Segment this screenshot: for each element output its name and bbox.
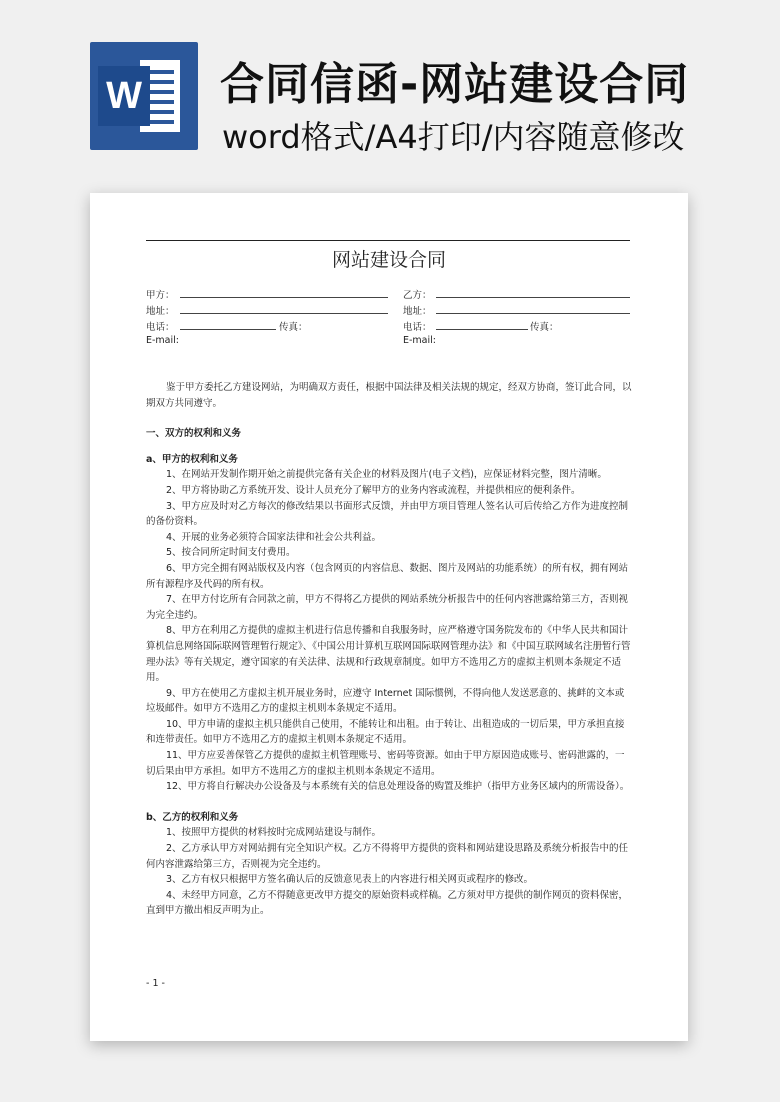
banner (0, 0, 780, 170)
header-rule (146, 240, 630, 241)
party-b-email-label: E-mail: (403, 335, 436, 346)
a-item: 9、甲方在使用乙方虚拟主机开展业务时，应遵守 Internet 国际惯例，不得向他人发送恶意的、挑衅的文本或垃圾邮件。如甲方不选用乙方的虚拟主机则本条规定不适用。 (146, 687, 625, 715)
party-b-addr-label: 地址： (403, 306, 432, 317)
b-item: 3、乙方有权只根据甲方签名确认后的反馈意见表上的内容进行相关网页或程序的修改。 (165, 874, 533, 886)
a-item: 2、甲方将协助乙方系统开发、设计人员充分了解甲方的业务内容或流程，并提供相应的便利条件。 (165, 484, 581, 496)
a-item: 1、在网站开发制作期开始之前提供完备有关企业的材料及图片(电子文档)，应保证材料完整，图片清晰。 (165, 469, 607, 481)
party-a-addr-line[interactable] (180, 313, 388, 314)
a-item: 3、甲方应及时对乙方每次的修改结果以书面形式反馈，并由甲方项目管理人签名认可后传给乙方作为进度控制的备份资料。 (146, 500, 628, 528)
banner-subtitle: word格式/A4打印/内容随意修改 (222, 118, 685, 156)
doc-title: 网站建设合同 (331, 249, 446, 271)
party-a-fax-label: 传真： (279, 322, 308, 333)
subsection-b-heading: b、乙方的权利和义务 (146, 811, 239, 823)
party-a-phone-line[interactable] (180, 329, 276, 330)
party-b-fax-label: 传真： (530, 322, 559, 333)
party-b-name-line[interactable] (436, 297, 630, 298)
contract-body (146, 380, 632, 919)
word-logo-icon (90, 42, 198, 150)
party-b-phone-label: 电话： (403, 322, 432, 333)
a-item: 5、按合同所定时间支付费用。 (165, 547, 296, 559)
a-item: 12、甲方将自行解决办公设备及与本系统有关的信息处理设备的购置及维护（指甲方业务区域内的所需设备）。 (165, 781, 630, 793)
party-a-name-label: 甲方： (146, 290, 175, 301)
party-b-name-label: 乙方： (403, 290, 432, 301)
b-item: 1、按照甲方提供的材料按时完成网站建设与制作。 (165, 827, 381, 839)
party-b-addr-line[interactable] (436, 313, 630, 314)
a-item: 4、开展的业务必须符合国家法律和社会公共利益。 (165, 531, 381, 543)
document-page (90, 193, 688, 1041)
a-item: 10、甲方申请的虚拟主机只能供自己使用，不能转让和出租。由于转让、出租造成的一切后果，甲方承担直接和连带责任。如甲方不选用乙方的虚拟主机则本条规定不适用。 (146, 718, 625, 746)
a-item: 8、甲方在利用乙方提供的虚拟主机进行信息传播和自我服务时，应严格遵守国务院发布的《中华人民共和国计算机信息网络国际联网管理暂行规定》、《中国公用计算机互联网国际联网管理办法》和《中国互联网域名注册暂行管理办法》等有关规定，遵守国家的有关法律、法规和行政规章制度。如甲方不选用乙方的虚拟主机则本条规定不适用。 (146, 625, 631, 684)
section-heading: 一、双方的权利和义务 (146, 428, 242, 440)
party-a-addr-label: 地址： (146, 306, 175, 317)
b-item: 4、未经甲方同意，乙方不得随意更改甲方提交的原始资料或样稿。乙方须对甲方提供的制作网页的资料保密，直到甲方撤出相反声明为止。 (146, 889, 628, 917)
a-item: 7、在甲方付讫所有合同款之前，甲方不得将乙方提供的网站系统分析报告中的任何内容泄露给第三方，否则视为完全违约。 (146, 594, 628, 621)
intro-paragraph: 鉴于甲方委托乙方建设网站，为明确双方责任，根据中国法律及相关法规的规定，经双方协商，签订此合同，以期双方共同遵守。 (146, 382, 632, 409)
party-a-phone-label: 电话： (146, 322, 175, 333)
banner-title: 合同信函-网站建设合同 (220, 59, 690, 110)
b-item: 2、乙方承认甲方对网站拥有完全知识产权。乙方不得将甲方提供的资料和网站建设思路及系统分析报告中的任何内容泄露给第三方，否则视为完全违约。 (146, 843, 628, 870)
party-a-name-line[interactable] (180, 297, 388, 298)
party-b-phone-line[interactable] (436, 329, 528, 330)
a-item: 6、甲方完全拥有网站版权及内容（包含网页的内容信息、数据、图片及网站的功能系统）的所有权，拥有网站所有源程序及代码的所有权。 (146, 562, 628, 590)
logo-letter: W (98, 66, 150, 126)
a-item: 11、甲方应妥善保管乙方提供的虚拟主机管理账号、密码等资源。如由于甲方原因造成账号、密码泄露的，一切后果由甲方承担。如甲方不选用乙方的虚拟主机则本条规定不适用。 (146, 750, 625, 777)
subsection-a-heading: a、甲方的权利和义务 (146, 453, 238, 465)
page-number: - 1 - (146, 978, 165, 989)
party-a-email-label: E-mail: (146, 335, 179, 346)
